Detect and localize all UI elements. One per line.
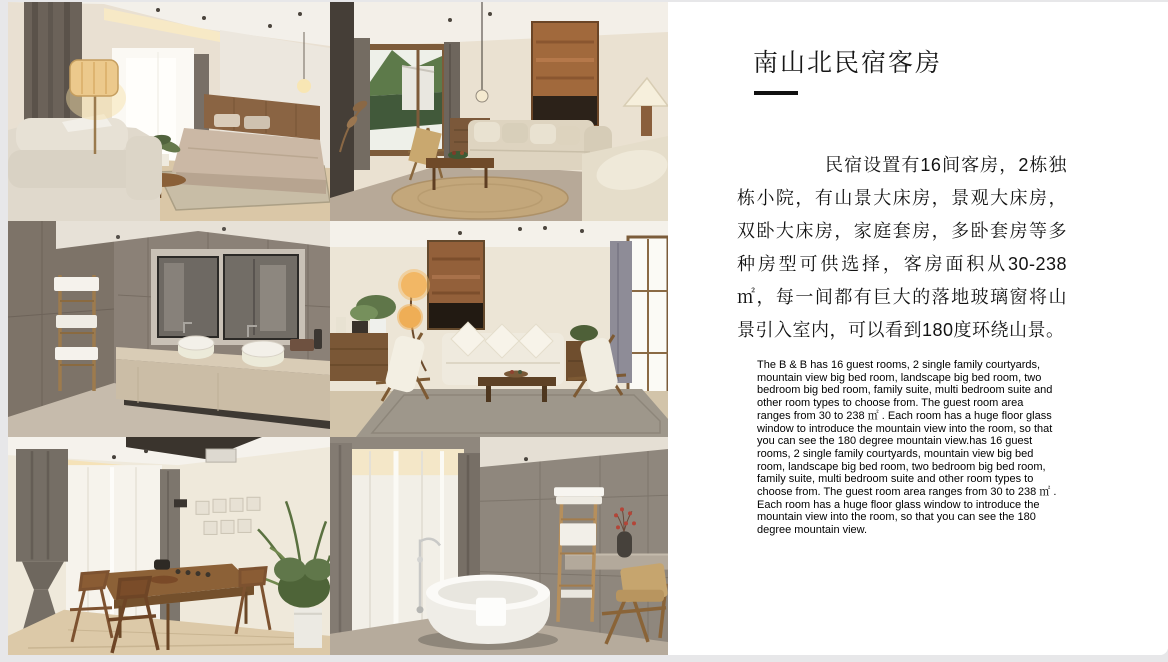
page-title: 南山北民宿客房 [753,49,943,77]
text-panel [668,2,1168,655]
living-room-lounge-illustration [330,221,668,437]
chinese-description: 民宿设置有16间客房，2栋独栋小院，有山景大床房，景观大床房，双卧大床房，家庭套房，多卧套房等多种房型可供选择，客房面积从30-238㎡，每一间都有巨大的落地玻璃窗将山景引入室内，可以看到180度环绕山景。 [737,155,1067,340]
photo-living-room-lounge [330,221,668,437]
photo-living-room-art [330,2,668,221]
bathtub-room-illustration [330,437,668,655]
brochure-sheet [8,2,1168,655]
living-room-art-illustration [330,2,668,221]
photo-bedroom [8,2,330,221]
english-description: The B & B has 16 guest rooms, 2 single family courtyards, mountain view big bed room, landscape big bed room, two bedroom big bed room, family suite, multi bedroom suite and other room types to choose from. The guest room area ranges from 30 to 238 ㎡ . Each room has a huge floor glass window to introduce the mountain view into the room, so that you can see the 180 degree mountain view.has 16 guest rooms, 2 single family courtyards, mountain view big bed room, landscape big bed room, two bedroom big bed room, family suite, multi bedroom suite and other room types to choose from. The guest room area ranges from 30 to 238 ㎡ . Each room has a huge floor glass window to introduce the mountain view into the room, so that you can see the 180 degree mountain view. [757,359,1057,537]
bathroom-vanity-illustration [8,221,330,437]
bedroom-illustration [8,2,330,221]
photo-grid [8,2,668,655]
title-underline [754,91,798,95]
photo-bathroom-vanity [8,221,330,437]
photo-tea-dining-room [8,437,330,655]
tea-dining-room-illustration [8,437,330,655]
photo-bathtub-room [330,437,668,655]
